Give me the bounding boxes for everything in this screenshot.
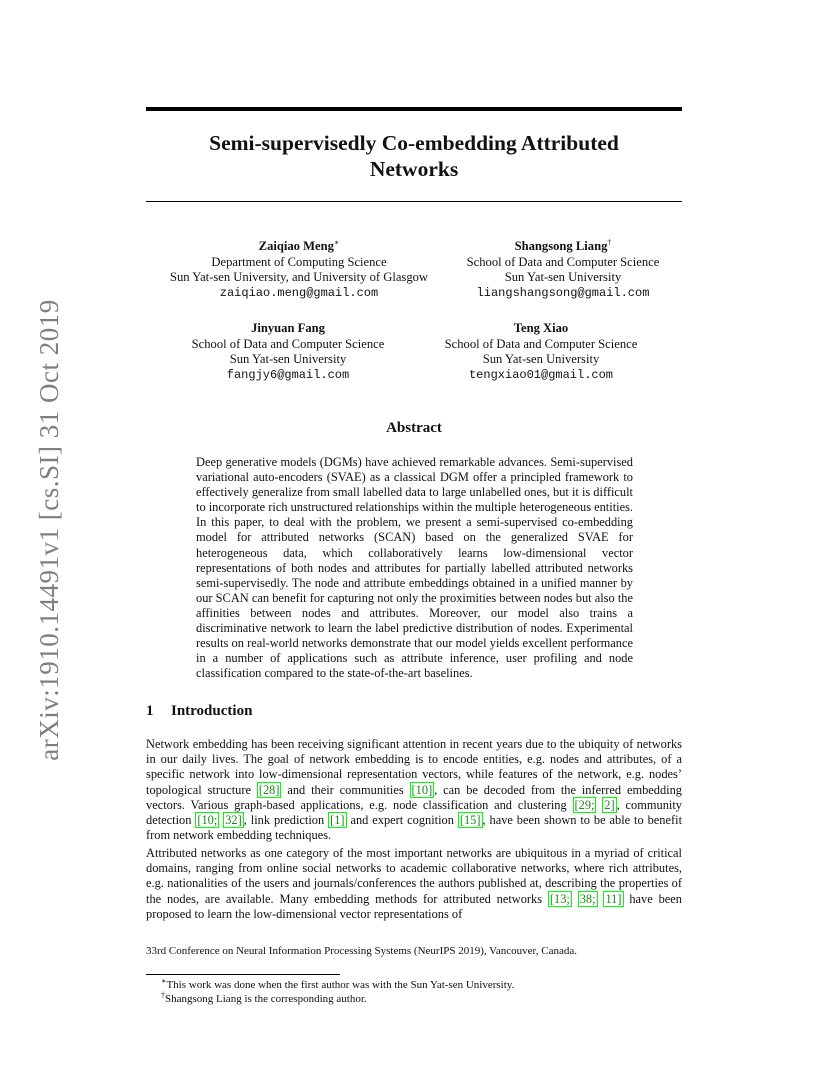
author-affiliation: School of Data and Computer Science <box>191 336 385 351</box>
paragraph-text: , link prediction <box>243 813 329 828</box>
author-affiliation: Sun Yat-sen University <box>482 352 600 366</box>
citation-link[interactable]: [29; <box>574 797 595 812</box>
paragraph-text: Network embedding has been receiving significant attention in recent years due to the ubiquity of networks in our daily lives. The goal of network embedding is to encode entities, e.g. nodes and attributes, of a specific network into low-dimensional representation vectors, while features of the network, e.g. nodes’ topological structure <box>146 737 682 797</box>
author-name: Shangsong Liang <box>514 239 608 253</box>
author-name: Jinyuan Fang <box>251 321 325 335</box>
author-block <box>430 321 652 383</box>
footnote <box>161 978 514 992</box>
paragraph-text: have been proposed to learn the low-dimensional vector representations of <box>146 891 682 921</box>
citation-link[interactable]: [10] <box>411 782 433 797</box>
paper-title-line2: Networks <box>369 157 459 181</box>
title-rule-bottom <box>146 201 682 202</box>
author-block <box>146 321 430 383</box>
author-affiliation: School of Data and Computer Science <box>466 254 660 269</box>
author-footnote-mark: † <box>607 237 612 247</box>
author-email[interactable]: tengxiao01@gmail.com <box>468 367 614 382</box>
footnote <box>161 992 367 1006</box>
author-affiliation: Sun Yat-sen University <box>504 270 622 284</box>
author-name: Teng Xiao <box>513 321 569 335</box>
paper-title-line1: Semi-supervisedly Co-embedding Attributed <box>209 131 619 155</box>
section-title: Introduction <box>171 703 253 719</box>
citation-link[interactable]: 38; <box>579 891 596 906</box>
author-name: Zaiqiao Meng <box>258 239 334 253</box>
author-affiliation: Sun Yat-sen University, and University of Glasgow <box>169 270 429 284</box>
intro-paragraph-1 <box>146 737 682 843</box>
author-affiliation: Sun Yat-sen University <box>229 352 347 366</box>
citation-link[interactable]: [13; <box>549 891 570 906</box>
intro-paragraph-2 <box>146 846 682 922</box>
author-block <box>452 239 674 301</box>
citation-link[interactable]: [28] <box>258 782 280 797</box>
author-block <box>146 239 452 301</box>
author-email[interactable]: liangshangsong@gmail.com <box>476 285 650 300</box>
arxiv-stamp: arXiv:1910.14491v1 [cs.SI] 31 Oct 2019 <box>34 299 64 761</box>
footnote-mark: † <box>161 990 165 1000</box>
citation-link[interactable]: [15] <box>459 813 481 828</box>
paragraph-text: , have been shown to be able to benefit from network embedding techniques. <box>146 813 683 843</box>
author-footnote-mark: ∗ <box>333 237 340 247</box>
abstract-heading: Abstract <box>386 420 442 436</box>
paragraph-text: , can be decoded from the inferred embedding vectors. Various graph-based applications, e.g. node classification and clustering <box>146 782 682 812</box>
paragraph-text: , community detection <box>146 797 682 828</box>
author-affiliation: School of Data and Computer Science <box>444 336 638 351</box>
paragraph-text: and expert cognition <box>346 813 458 828</box>
paragraph-text: and their communities <box>281 782 410 797</box>
title-rule-top <box>146 107 682 111</box>
citation-link[interactable]: 11] <box>605 891 622 906</box>
paragraph-text: Attributed networks as one category of the most important networks are ubiquitous in a myriad of critical domains, ranging from online social networks to academic collaborative networks, where rich attributes, e.g. nationalities of the users and journals/conferences the authors published at, describing the properties of the nodes, are available. Many embedding methods for attributed networks <box>146 846 682 906</box>
citation-link[interactable]: [1] <box>330 813 345 828</box>
author-email[interactable]: fangjy6@gmail.com <box>226 367 350 382</box>
abstract-text: Deep generative models (DGMs) have achieved remarkable advances. Semi-supervised variational auto-encoders (SVAE) as a classical DGM offer a principled framework to effectively generalize from small labelled data to large unlabelled ones, but it is difficult to incorporate rich unstructured relationships within the multiple heterogeneous entities. In this paper, to deal with the problem, we present a semi-supervised co-embedding model for attributed networks (SCAN) based on the generalized SVAE for heterogeneous data, which collaboratively learns low-dimensional vector representations of both nodes and attributes for partially labelled attributed networks semi-supervisedly. The node and attribute embeddings obtained in a unified manner by our SCAN can benefit for capturing not only the proximities between nodes but also the affinities between nodes and attributes. Moreover, our model also trains a discriminative network to learn the label predictive distribution of nodes. Experimental results on real-world networks demonstrate that our model yields excellent performance in a number of applications such as attribute inference, user profiling and node classification compared to the state-of-the-art baselines. <box>196 455 633 681</box>
footnote-rule <box>146 974 340 975</box>
footnote-mark: ∗ <box>161 976 167 986</box>
paper-title <box>146 130 682 182</box>
citation-link[interactable]: 32] <box>225 813 242 828</box>
author-affiliation: Department of Computing Science <box>211 254 387 269</box>
author-email[interactable]: zaiqiao.meng@gmail.com <box>219 285 379 300</box>
conference-note: 33rd Conference on Neural Information Processing Systems (NeurIPS 2019), Vancouver, Canada. <box>146 945 578 957</box>
section-heading <box>146 702 252 720</box>
footnote-text: This work was done when the first author was with the Sun Yat-sen University. <box>166 979 515 991</box>
section-number: 1 <box>146 703 154 719</box>
footnote-text: Shangsong Liang is the corresponding author. <box>165 993 367 1005</box>
citation-link[interactable]: [10; <box>197 813 218 828</box>
citation-link[interactable]: 2] <box>604 797 615 812</box>
